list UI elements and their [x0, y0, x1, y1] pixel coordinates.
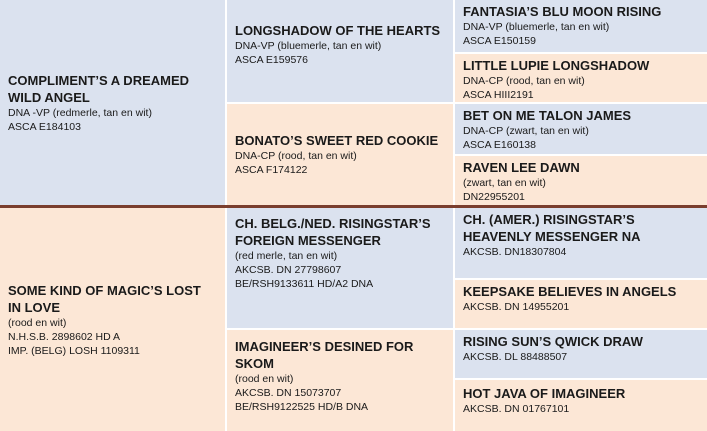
dam-sire-sire-name: CH. (AMER.) RISINGSTAR’S HEAVENLY MESSENGER NA [463, 212, 641, 244]
sire-dam-name: BONATO’S SWEET RED COOKIE [235, 133, 439, 148]
dam-sire-dam-name: KEEPSAKE BELIEVES IN ANGELS [463, 284, 677, 299]
sire-dam-detail-1: DNA-CP (rood, tan en wit) [235, 150, 357, 162]
dam-detail-2: N.H.S.B. 2898602 HD A [8, 330, 121, 343]
sire-dam-sire-detail-2: ASCA E160138 [463, 139, 536, 151]
sire-dam-sire-detail-1: DNA-CP (zwart, tan en wit) [463, 125, 589, 137]
sire-dam-dam-cell [455, 156, 707, 205]
dam-sire-sire-cell [455, 208, 707, 278]
sire-dam-detail-2: ASCA F174122 [235, 164, 308, 176]
sire-name: COMPLIMENT’S A DREAMED WILD ANGEL [8, 72, 190, 105]
dam-detail-3: IMP. (BELG) LOSH 1109311 [8, 344, 140, 357]
dam-dam-sire-cell [455, 330, 707, 378]
sire-sire-detail-2: ASCA E159576 [235, 54, 308, 66]
sire-sire-dam-cell [455, 54, 707, 102]
dam-sire-detail-2: AKCSB. DN 27798607 [235, 264, 342, 276]
dam-detail-1: (rood en wit) [8, 316, 67, 329]
dam-cell [0, 208, 225, 431]
sire-dam-cell [227, 104, 453, 205]
sire-sire-sire-detail-1: DNA-VP (bluemerle, tan en wit) [463, 21, 610, 33]
dam-dam-detail-2: AKCSB. DN 15073707 [235, 387, 342, 399]
sire-dam-sire-name: BET ON ME TALON JAMES [463, 108, 632, 123]
sire-detail-1: DNA -VP (redmerle, tan en wit) [8, 106, 152, 119]
dam-sire-sire-detail-1: AKCSB. DN18307804 [463, 246, 567, 258]
dam-sire-cell [227, 208, 453, 328]
dam-sire-detail-1: (red merle, tan en wit) [235, 250, 338, 262]
sire-dam-sire-cell [455, 104, 707, 154]
generation-divider [0, 205, 707, 208]
sire-sire-sire-cell [455, 0, 707, 52]
dam-dam-detail-1: (rood en wit) [235, 373, 294, 385]
sire-sire-dam-detail-1: DNA-CP (rood, tan en wit) [463, 75, 585, 87]
dam-dam-sire-detail-1: AKCSB. DL 88488507 [463, 351, 568, 363]
sire-detail-2: ASCA E184103 [8, 120, 81, 133]
dam-dam-dam-name: HOT JAVA OF IMAGINEER [463, 386, 626, 401]
dam-sire-name: CH. BELG./NED. RISINGSTAR’S FOREIGN MESSENGER [235, 216, 431, 248]
sire-sire-sire-name: FANTASIA’S BLU MOON RISING [463, 4, 662, 19]
sire-dam-dam-detail-2: DN22955201 [463, 191, 525, 203]
sire-sire-dam-detail-2: ASCA HIII2191 [463, 89, 534, 101]
sire-dam-dam-detail-1: (zwart, tan en wit) [463, 177, 546, 189]
dam-dam-sire-name: RISING SUN’S QWICK DRAW [463, 334, 643, 349]
sire-sire-dam-name: LITTLE LUPIE LONGSHADOW [463, 58, 650, 73]
dam-dam-cell [227, 330, 453, 431]
dam-name: SOME KIND OF MAGIC’S LOST IN LOVE [8, 282, 201, 315]
dam-sire-detail-3: BE/RSH9133611 HD/A2 DNA [235, 278, 374, 290]
dam-sire-dam-cell [455, 280, 707, 328]
sire-dam-dam-name: RAVEN LEE DAWN [463, 160, 580, 175]
sire-sire-cell [227, 0, 453, 102]
sire-cell [0, 0, 225, 205]
dam-dam-dam-detail-1: AKCSB. DN 01767101 [463, 403, 570, 415]
sire-sire-detail-1: DNA-VP (bluemerle, tan en wit) [235, 40, 382, 52]
dam-sire-dam-detail-1: AKCSB. DN 14955201 [463, 301, 570, 313]
dam-dam-detail-3: BE/RSH9122525 HD/B DNA [235, 401, 369, 413]
sire-sire-sire-detail-2: ASCA E150159 [463, 35, 536, 47]
dam-dam-dam-cell [455, 380, 707, 431]
dam-dam-name: IMAGINEER’S DESINED FOR SKOM [235, 339, 414, 371]
sire-sire-name: LONGSHADOW OF THE HEARTS [235, 23, 441, 38]
